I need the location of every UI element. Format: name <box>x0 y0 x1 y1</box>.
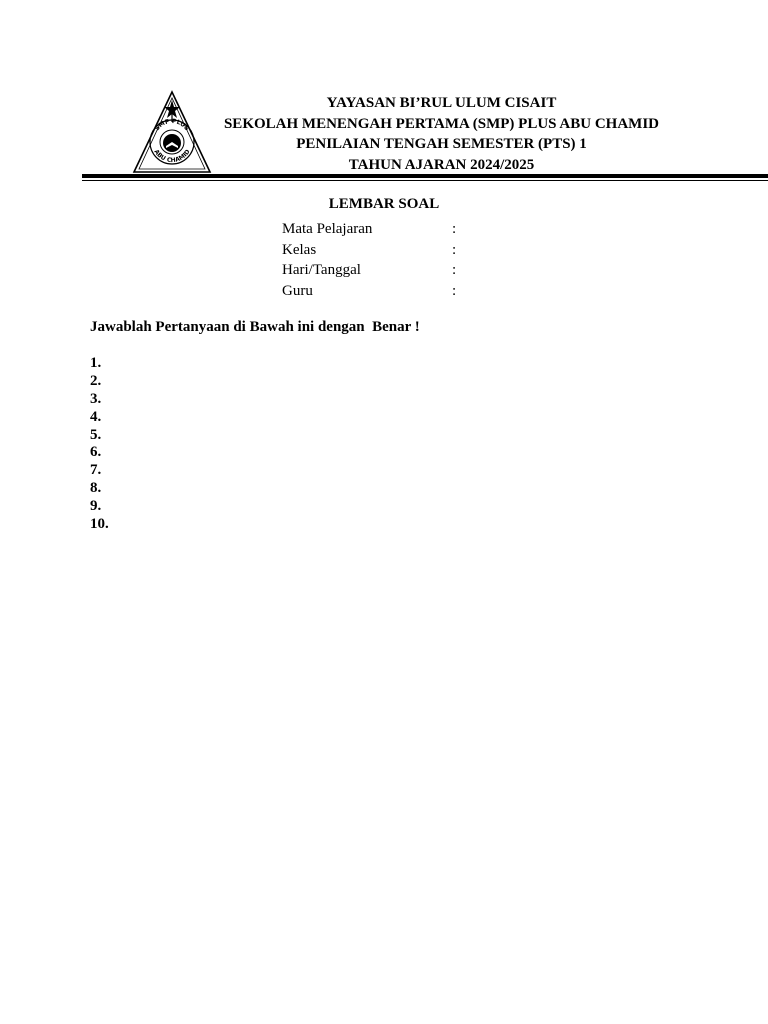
question-number: 8. <box>90 480 102 497</box>
academic-year: TAHUN AJARAN 2024/2025 <box>348 156 535 173</box>
info-label: Hari/Tanggal <box>282 262 361 278</box>
info-colon: : <box>452 241 457 258</box>
info-label: Mata Pelajaran <box>282 221 373 237</box>
info-row-class <box>282 240 482 261</box>
info-row-date <box>282 260 482 281</box>
info-label: Kelas <box>282 241 317 258</box>
question-number: 3. <box>90 390 102 407</box>
info-label: Guru <box>282 282 313 299</box>
school-emblem-icon <box>131 90 213 174</box>
info-colon: : <box>452 282 457 299</box>
emblem-text-bottom: ABU CHAMID <box>152 148 192 165</box>
question-number: 1. <box>90 355 102 371</box>
page-title: LEMBAR SOAL <box>328 196 440 212</box>
foundation-name: YAYASAN BI’RUL ULUM CISAIT <box>326 95 557 111</box>
question-number: 4. <box>90 408 102 425</box>
question-number: 9. <box>90 498 102 515</box>
question-number: 6. <box>90 444 102 461</box>
info-row-teacher <box>282 281 482 302</box>
letterhead <box>215 93 668 175</box>
school-name: SEKOLAH MENENGAH PERTAMA (SMP) PLUS ABU CHAMID <box>223 115 660 132</box>
question-number: 10. <box>90 516 109 533</box>
question-number: 5. <box>90 426 102 443</box>
exam-name: PENILAIAN TENGAH SEMESTER (PTS) 1 <box>296 136 587 152</box>
question-number: 7. <box>90 462 102 479</box>
instruction-text: Jawablah Pertanyaan di Bawah ini dengan Benar ! <box>90 319 420 335</box>
info-colon: : <box>452 262 457 278</box>
question-number: 2. <box>90 372 102 389</box>
info-row-subject <box>282 219 482 240</box>
header-divider-thin <box>82 180 768 181</box>
info-colon: : <box>452 221 457 237</box>
emblem-text-top: SMP PLUS <box>153 117 191 133</box>
exam-info-table <box>282 219 482 301</box>
question-list <box>90 355 109 534</box>
header-divider-thick <box>82 174 768 178</box>
